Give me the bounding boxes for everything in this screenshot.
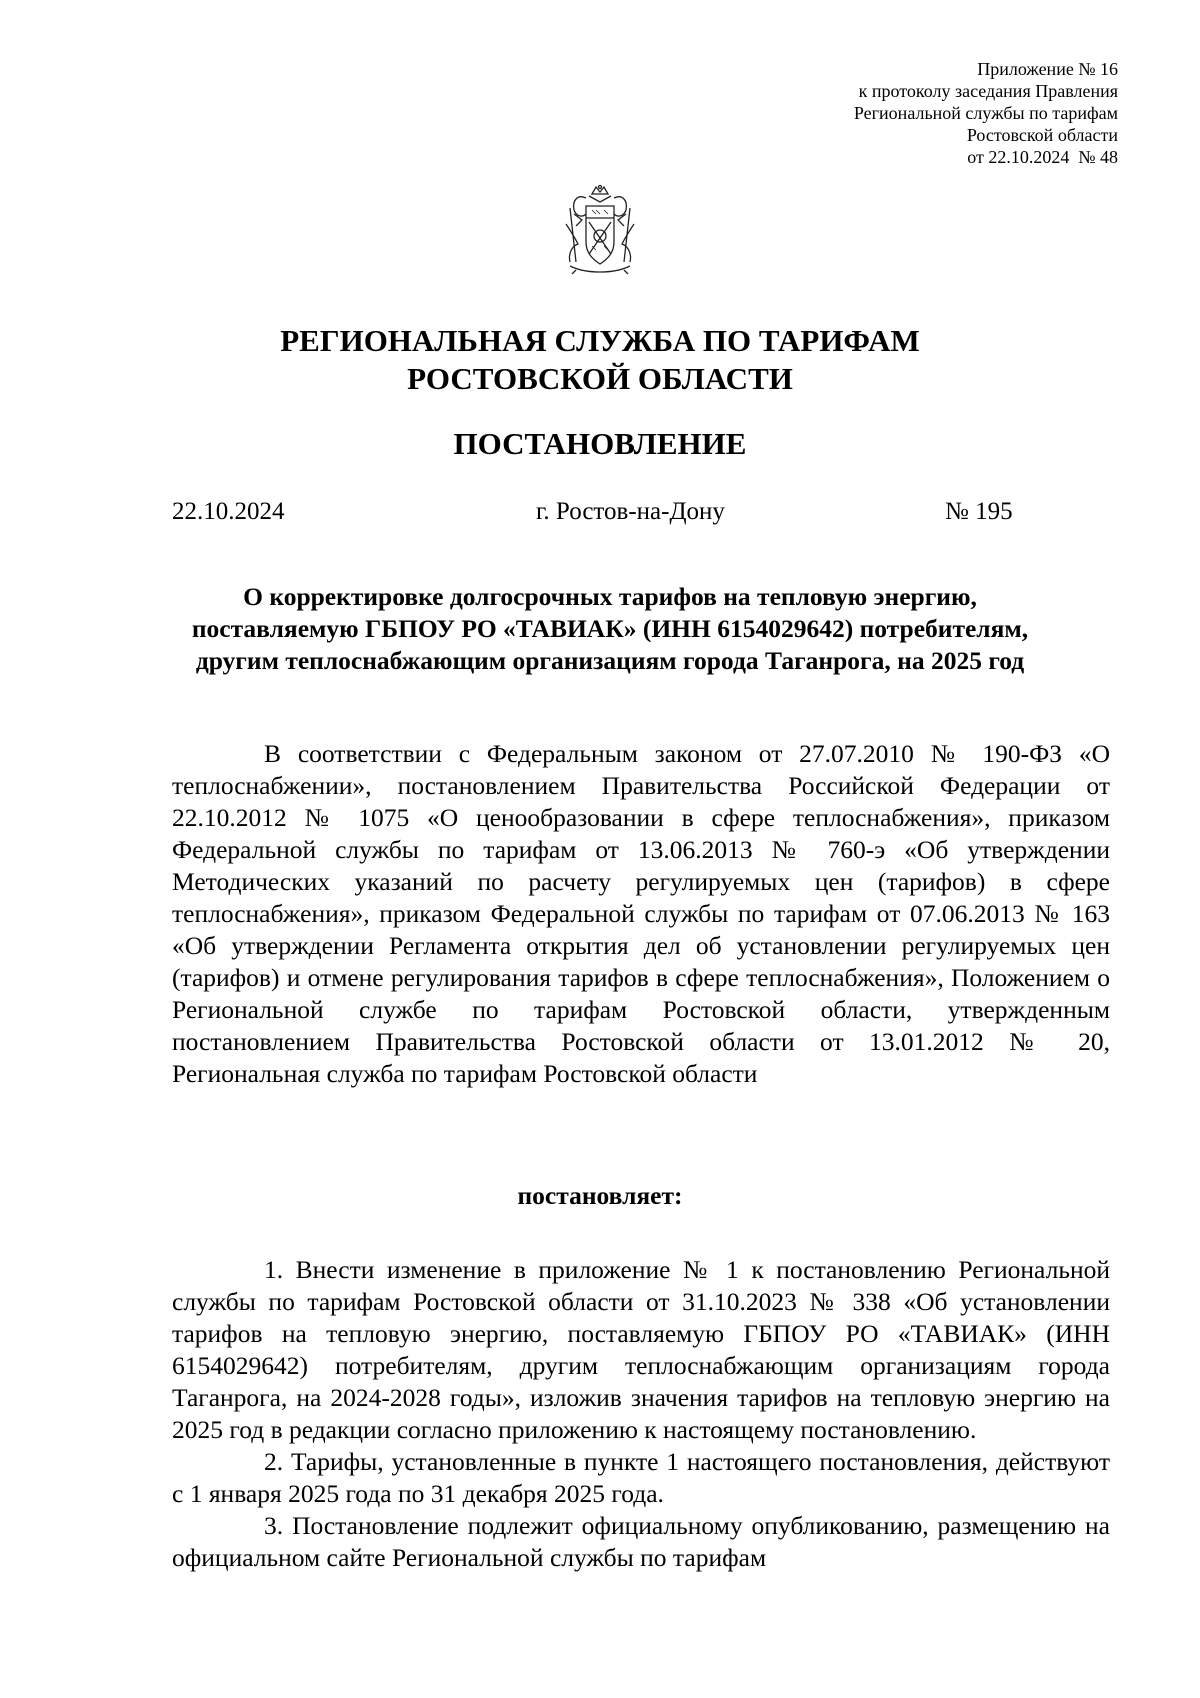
resolution-item: 3. Постановление подлежит официальному опубликованию, размещению на официальном сайте Региональной службы по тарифам xyxy=(172,1511,1110,1572)
appendix-line: Региональной службы по тарифам xyxy=(853,103,1118,123)
agency-title-line: РЕГИОНАЛЬНАЯ СЛУЖБА ПО ТАРИФАМ xyxy=(280,323,920,358)
preamble-block xyxy=(172,738,1110,1090)
emblem xyxy=(0,184,1200,276)
document-city: г. Ростов-на-Дону xyxy=(536,498,725,525)
agency-title xyxy=(0,322,1200,398)
resolution-items xyxy=(172,1254,1110,1574)
subject-line: О корректировке долгосрочных тарифов на тепловую энергию, xyxy=(243,582,977,611)
appendix-note xyxy=(854,58,1118,168)
appendix-line: Приложение № 16 xyxy=(977,59,1118,79)
agency-title-line: РОСТОВСКОЙ ОБЛАСТИ xyxy=(407,361,793,396)
appendix-line: к протоколу заседания Правления xyxy=(858,81,1118,101)
appendix-line: от 22.10.2024 № 48 xyxy=(967,147,1118,167)
subject-line: поставляемую ГБПОУ РО «ТАВИАК» (ИНН 6154029642) потребителям, xyxy=(191,614,1029,643)
coat-of-arms-icon xyxy=(556,184,644,276)
resolves-heading: постановляет: xyxy=(517,1181,683,1210)
resolution-item: 1. Внести изменение в приложение № 1 к постановлению Региональной службы по тарифам Ростовской области от 31.10.2023 № 338 «Об установлении тарифов на тепловую энергию, поставляемую ГБПОУ РО «ТАВИАК» (ИНН 6154029642) потребителям, другим теплоснабжающим организациям города Таганрога, на 2024-2028 годы», изложив значения тарифов на тепловую энергию на 2025 год в редакции согласно приложению к настоящему постановлению. xyxy=(172,1255,1110,1444)
subject-line: другим теплоснабжающим организациям города Таганрога, на 2025 год xyxy=(195,646,1025,675)
document-type: ПОСТАНОВЛЕНИЕ xyxy=(453,426,747,461)
document-number: № 195 xyxy=(945,498,1013,525)
document-subject xyxy=(160,581,1060,677)
appendix-line: Ростовской области xyxy=(966,125,1118,145)
preamble-paragraph: В соответствии с Федеральным законом от 27.07.2010 № 190-ФЗ «О теплоснабжении», постановлением Правительства Российской Федерации от 22.10.2012 № 1075 «О ценообразовании в сфере теплоснабжения», приказом Федеральной службы по тарифам от 13.06.2013 № 760-э «Об утверждении Методических указаний по расчету регулируемых цен (тарифов) в сфере теплоснабжения», приказом Федеральной службы по тарифам от 07.06.2013 № 163 «Об утверждении Регламента открытия дел об установлении регулируемых цен (тарифов) и отмене регулирования тарифов в сфере теплоснабжения», Положением о Региональной службе по тарифам Ростовской области, утвержденным постановлением Правительства Ростовской области от 13.01.2012 № 20, Региональная служба по тарифам Ростовской области xyxy=(172,739,1110,1088)
resolution-item: 2. Тарифы, установленные в пункте 1 настоящего постановления, действуют с 1 января 2025 года по 31 декабря 2025 года. xyxy=(172,1447,1110,1508)
document-date: 22.10.2024 xyxy=(172,498,285,525)
